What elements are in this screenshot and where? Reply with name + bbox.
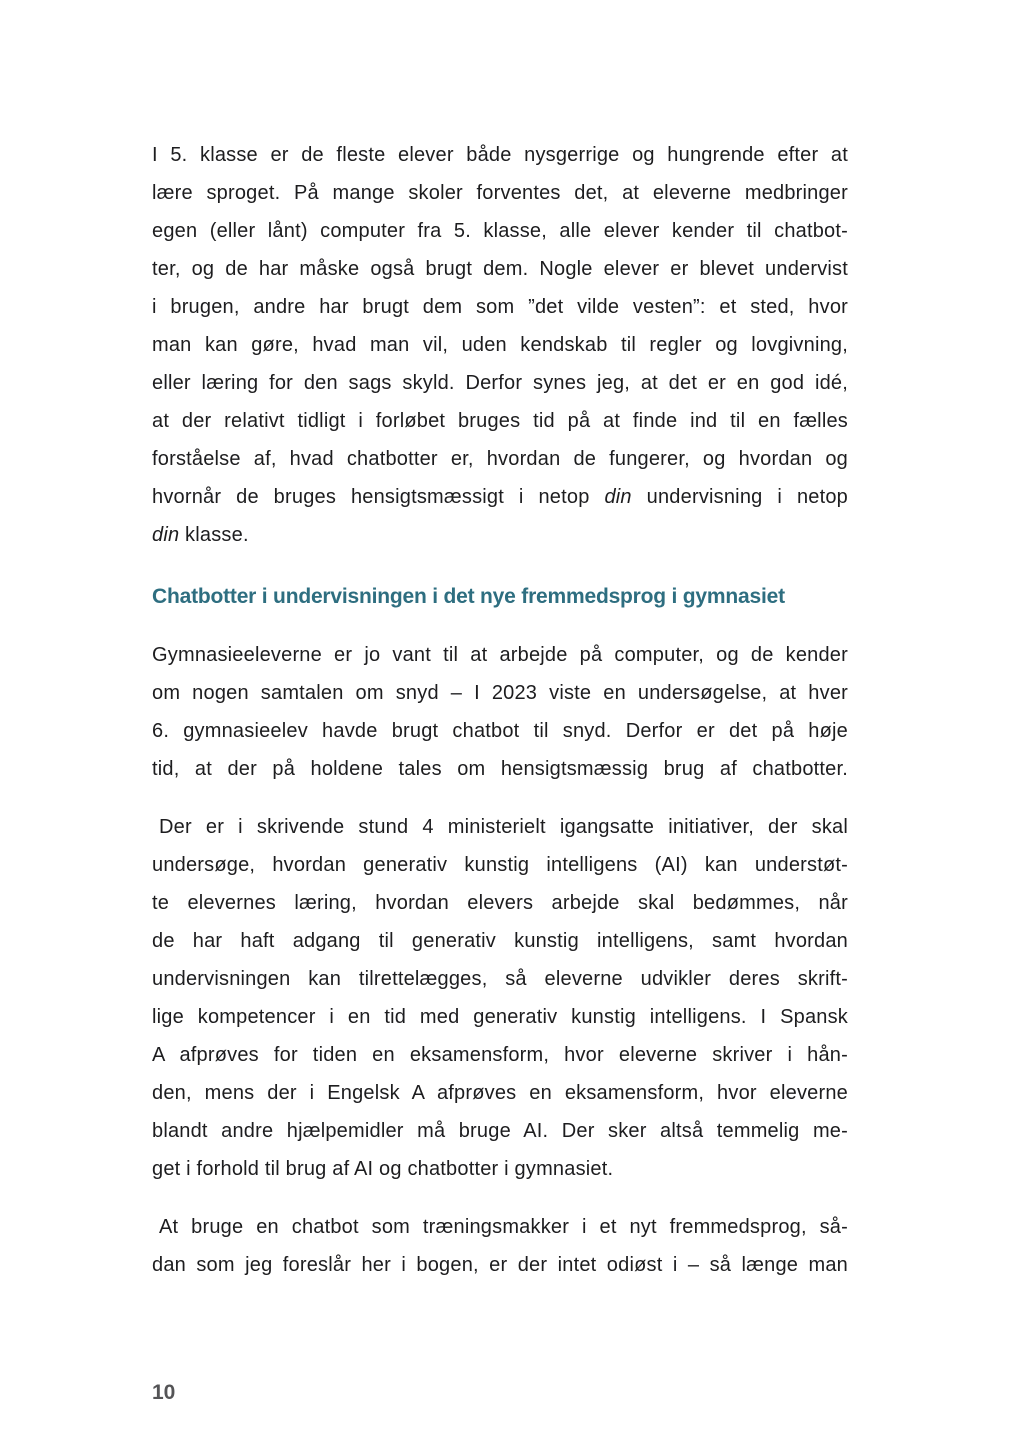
text-line: forståelse af, hvad chatbotter er, hvordan de fungerer, og hvordan og	[152, 448, 848, 470]
text-line: din klasse.	[152, 524, 249, 546]
page-number: 10	[152, 1381, 176, 1404]
text-line: At bruge en chatbot som træningsmakker i et nyt fremmedsprog, så-	[159, 1216, 848, 1238]
paragraph	[152, 636, 848, 788]
text-line: te elevernes læring, hvordan elevers arbejde skal bedømmes, når	[152, 892, 848, 914]
text-line: hvornår de bruges hensigtsmæssigt i netop din undervisning i netop	[152, 486, 848, 508]
text-line: man kan gøre, hvad man vil, uden kendskab til regler og lovgivning,	[152, 334, 848, 356]
text-line: A afprøves for tiden en eksamensform, hvor eleverne skriver i hån-	[152, 1044, 848, 1066]
text-line: eller læring for den sags skyld. Derfor synes jeg, at det er en god idé,	[152, 372, 848, 394]
text-line: get i forhold til brug af AI og chatbotter i gymnasiet.	[152, 1158, 614, 1180]
body-text	[152, 136, 848, 1284]
text-line: undervisningen kan tilrettelægges, så eleverne udvikler deres skrift-	[152, 968, 848, 990]
text-line: lige kompetencer i en tid med generativ kunstig intelligens. I Spansk	[152, 1006, 848, 1028]
section-heading: Chatbotter i undervisningen i det nye fremmedsprog i gymnasiet	[152, 585, 785, 608]
text-line: i brugen, andre har brugt dem som ”det vilde vesten”: et sted, hvor	[152, 296, 848, 318]
text-line: om nogen samtalen om snyd – I 2023 viste en undersøgelse, at hver	[152, 682, 848, 704]
text-line: tid, at der på holdene tales om hensigtsmæssig brug af chatbotter.	[152, 758, 848, 780]
text-line: at der relativt tidligt i forløbet bruges tid på at finde ind til en fælles	[152, 410, 848, 432]
text-line: Gymnasieeleverne er jo vant til at arbejde på computer, og de kender	[152, 644, 848, 666]
text-line: undersøge, hvordan generativ kunstig intelligens (AI) kan understøt-	[152, 854, 848, 876]
text-line: blandt andre hjælpemidler må bruge AI. Der sker altså temmelig me-	[152, 1120, 848, 1142]
text-line: lære sproget. På mange skoler forventes det, at eleverne medbringer	[152, 182, 848, 204]
text-line: den, mens der i Engelsk A afprøves en eksamensform, hvor eleverne	[152, 1082, 848, 1104]
text-line: Der er i skrivende stund 4 ministerielt igangsatte initiativer, der skal	[159, 816, 848, 838]
paragraph	[152, 136, 848, 554]
paragraph	[152, 808, 848, 1188]
text-line: ter, og de har måske også brugt dem. Nogle elever er blevet undervist	[152, 258, 848, 280]
text-line: 6. gymnasieelev havde brugt chatbot til snyd. Derfor er det på høje	[152, 720, 848, 742]
text-line: dan som jeg foreslår her i bogen, er der intet odiøst i – så længe man	[152, 1254, 848, 1276]
text-line: de har haft adgang til generativ kunstig intelligens, samt hvordan	[152, 930, 848, 952]
text-line: I 5. klasse er de fleste elever både nysgerrige og hungrende efter at	[152, 144, 848, 166]
text-line: egen (eller lånt) computer fra 5. klasse, alle elever kender til chatbot-	[152, 220, 848, 242]
paragraph	[152, 1208, 848, 1284]
